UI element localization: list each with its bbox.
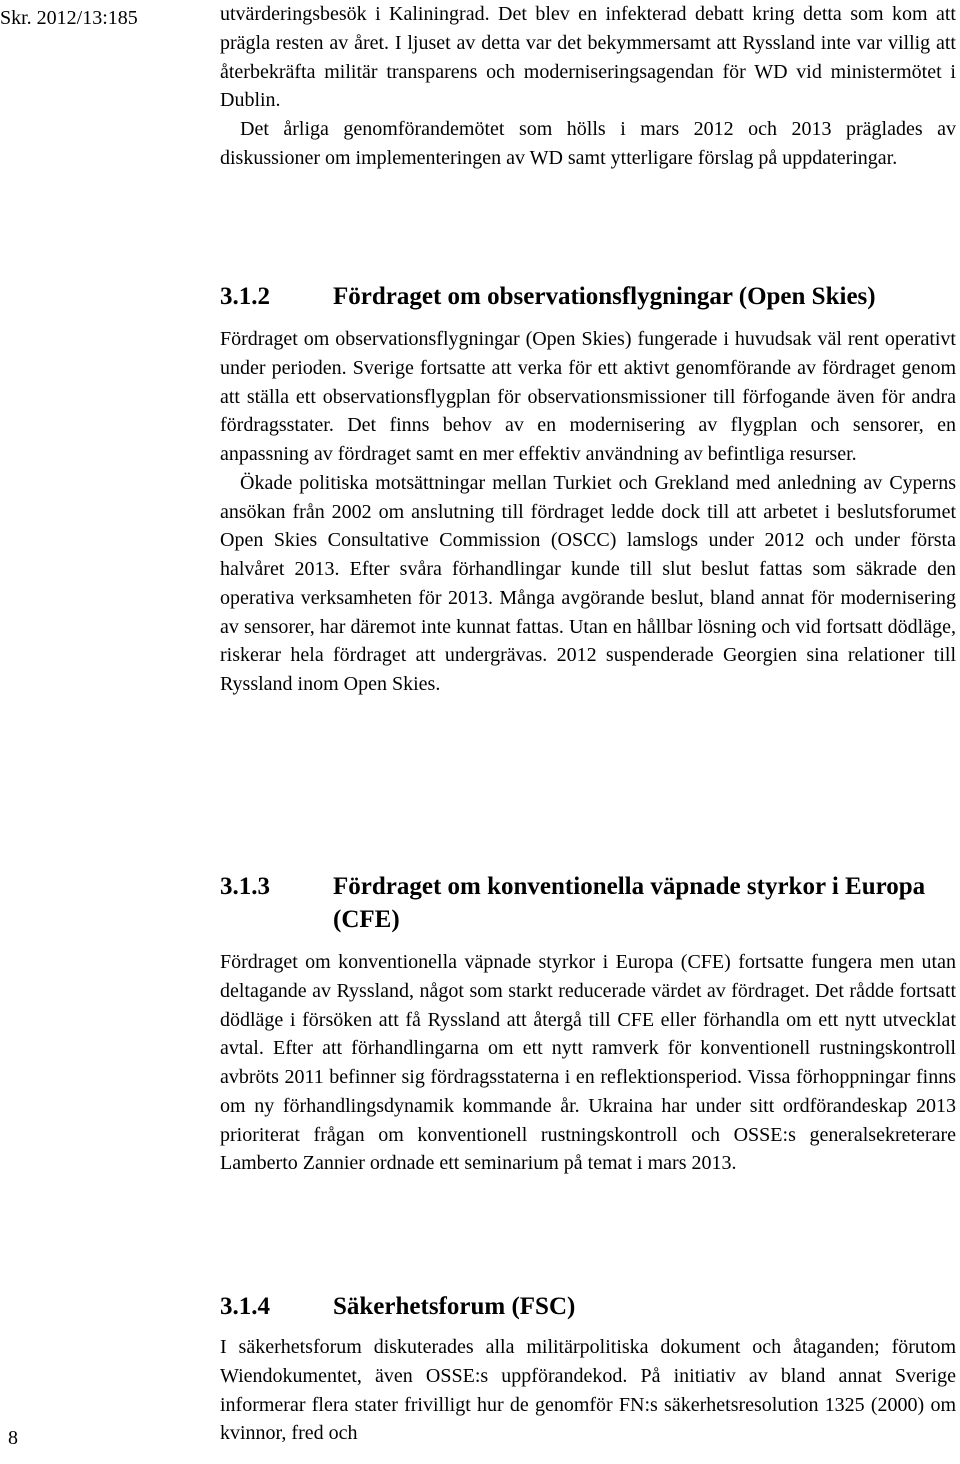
margin-reference: Skr. 2012/13:185 bbox=[0, 7, 138, 29]
section-heading bbox=[220, 280, 956, 313]
section-3-1-3 bbox=[220, 870, 956, 1178]
section-heading bbox=[220, 1290, 956, 1323]
section-paragraph: Fördraget om observationsflygningar (Open Skies) fungerade i huvudsak väl rent operativt under perioden. Sverige fortsatte att verka för ett aktivt genomförande av fördraget genom att ställa ett observationsflygplan för observationsmissioner till förfogande även för andra fördragsstater. Det finns behov av en modernisering av flygplan och sensorer, en anpassning av fördraget samt en mer effektiv användning av befintliga resurser. bbox=[220, 328, 956, 465]
section-heading bbox=[220, 870, 956, 936]
intro-paragraph-1: utvärderingsbesök i Kaliningrad. Det blev en infekterad debatt kring detta som kom att prägla resten av året. I ljuset av detta var det bekymmersamt att Ryssland inte var villig att återbekräfta militär transparens och moderniseringsagendan för WD vid ministermötet i Dublin. bbox=[220, 3, 956, 112]
section-3-1-2 bbox=[220, 280, 956, 699]
section-number: 3.1.3 bbox=[220, 873, 270, 900]
page-number: 8 bbox=[8, 1427, 18, 1449]
section-3-1-4 bbox=[220, 1290, 956, 1448]
section-title: Säkerhetsforum (FSC) bbox=[333, 1293, 576, 1320]
section-title: Fördraget om observationsflygningar (Open Skies) bbox=[333, 283, 876, 310]
section-title: Fördraget om konventionella väpnade styrkor i Europa (CFE) bbox=[333, 873, 926, 933]
section-paragraph: Fördraget om konventionella väpnade styrkor i Europa (CFE) fortsatte fungera men utan deltagande av Ryssland, något som starkt reducerade värdet av fördraget. Det rådde fortsatt dödläge i försöken att få Ryssland att återgå till CFE eller förhandla om ett nytt utvecklat avtal. Efter att förhandlingarna om ett nytt ramverk för konventionell rustningskontroll avbröts 2011 befinner sig fördragsstaterna i en reflektionsperiod. Vissa förhoppningar finns om ny förhandlingsdynamik kommande år. Ukraina har under sitt ordförandeskap 2013 prioriterat frågan om konventionell rustningskontroll och OSSE:s generalsekreterare Lamberto Zannier ordnade ett seminarium på temat i mars 2013. bbox=[220, 951, 956, 1175]
intro-block bbox=[220, 0, 956, 173]
section-paragraph: Ökade politiska motsättningar mellan Turkiet och Grekland med anledning av Cyperns ansökan från 2002 om anslutning till fördraget ledde dock till att arbetet i beslutsforumet Open Skies Consultative Commission (OSCC) lamslogs under 2012 och under första halvåret 2013. Efter svåra förhandlingar kunde till slut beslut fattas som säkrade den operativa verksamheten för 2013. Många avgörande beslut, bland annat för modernisering av sensorer, har däremot inte kunnat fattas. Utan en hållbar lösning och vid fortsatt dödläge, riskerar hela fördraget att undergrävas. 2012 suspenderade Georgien sina relationer till Ryssland inom Open Skies. bbox=[220, 471, 956, 695]
section-paragraph: I säkerhetsforum diskuterades alla militärpolitiska dokument och åtaganden; förutom Wiendokumentet, även OSSE:s uppförandekod. På initiativ av bland annat Sverige informerar flera stater frivilligt hur de genomför FN:s säkerhetsresolution 1325 (2000) om kvinnor, fred och bbox=[220, 1336, 956, 1445]
section-number: 3.1.4 bbox=[220, 1293, 270, 1320]
section-number: 3.1.2 bbox=[220, 283, 270, 310]
intro-paragraph-2: Det årliga genomförandemötet som hölls i mars 2012 och 2013 präglades av diskussioner om implementeringen av WD samt ytterligare förslag på uppdateringar. bbox=[220, 118, 956, 169]
